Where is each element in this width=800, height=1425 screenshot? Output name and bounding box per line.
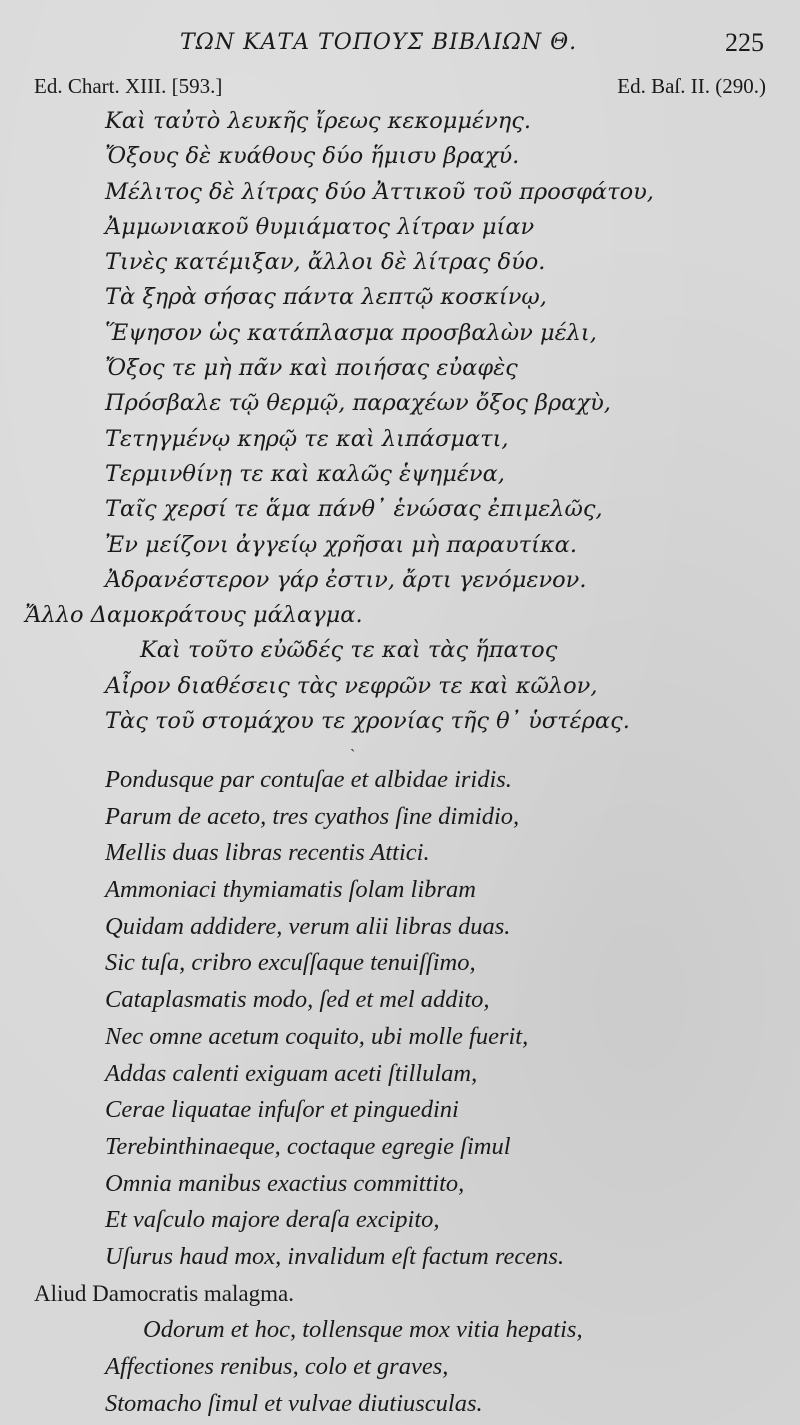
greek-line: Τινὲς κατέμιξαν, ἄλλοι δὲ λίτρας δύο.: [105, 249, 546, 276]
greek-line: Ταῖς χερσί τε ἅμα πάνθ᾽ ἑνώσας ἐπιμελῶς,: [105, 496, 603, 523]
latin-line: Affectiones renibus, colo et graves,: [105, 1353, 449, 1380]
latin-line: Omnia manibus exactius committito,: [105, 1169, 465, 1197]
page-number: 225: [725, 28, 764, 57]
latin-section-heading: Aliud Damocratis malagma.: [34, 1280, 294, 1306]
greek-line: Ὄξους δὲ κυάθους δύο ἥμισυ βραχύ.: [105, 143, 520, 170]
edition-reference-chartier: Ed. Chart. XIII. [593.]: [34, 74, 223, 98]
latin-line: Uſurus haud mox, invalidum eſt factum recens.: [105, 1242, 565, 1270]
latin-line: Quidam addidere, verum alii libras duas.: [105, 912, 511, 940]
greek-line: Τετηγμένῳ κηρῷ τε καὶ λιπάσματι,: [105, 425, 509, 452]
greek-section-heading: Ἄλλο Δαμοκράτους μάλαγμα.: [25, 602, 363, 629]
latin-line: Addas calenti exiguam aceti ſtillulam,: [105, 1059, 478, 1087]
latin-line: Et vaſculo majore deraſa excipito,: [105, 1206, 440, 1234]
greek-line: Πρόσβαλε τῷ θερμῷ, παραχέων ὄξος βραχὺ,: [105, 390, 611, 417]
section-ornament: ˴: [350, 738, 356, 757]
edition-reference-basel: Ed. Baſ. II. (290.): [617, 74, 766, 98]
latin-line: Mellis duas libras recentis Attici.: [105, 839, 430, 867]
latin-verse-block: [0, 762, 800, 1422]
greek-line: Ἕψησον ὡς κατάπλασμα προσβαλὼν μέλι,: [105, 319, 597, 346]
edition-references: [0, 74, 800, 104]
latin-line: Terebinthinaeque, coctaque egregie ſimul: [105, 1132, 511, 1160]
running-head: [0, 28, 800, 62]
latin-line: Stomacho ſimul et vulvae diutiusculas.: [105, 1389, 483, 1417]
latin-line: Cataplasmatis modo, ſed et mel addito,: [105, 986, 490, 1014]
latin-line: Cerae liquatae infuſor et pinguedini: [105, 1096, 459, 1124]
latin-line: Parum de aceto, tres cyathos ſine dimidio,: [105, 802, 520, 830]
latin-line: Pondusque par contuſae et albidae iridis.: [105, 766, 512, 793]
greek-line: Καὶ ταὐτὸ λευκῆς ἴρεως κεκομμένης.: [105, 108, 532, 134]
latin-line: Odorum et hoc, tollensque mox vitia hepatis,: [143, 1316, 583, 1344]
running-title: ΤΩΝ ΚΑΤΑ ΤΟΠΟΥΣ ΒΙΒΛΙΩΝ Θ.: [180, 30, 578, 55]
greek-line: Καὶ τοῦτο εὐῶδές τε καὶ τὰς ἥπατος: [140, 637, 558, 664]
greek-verse-block: [0, 104, 800, 739]
greek-line: Ἐν μείζονι ἀγγείῳ χρῆσαι μὴ παραυτίκα.: [105, 531, 577, 558]
greek-line: Ἀδρανέστερον γάρ ἐστιν, ἄρτι γενόμενον.: [105, 566, 587, 593]
latin-line: Ammoniaci thymiamatis ſolam libram: [105, 876, 476, 904]
greek-line: Ἀμμωνιακοῦ θυμιάματος λίτραν μίαν: [105, 213, 535, 240]
greek-line: Μέλιτος δὲ λίτρας δύο Ἀττικοῦ τοῦ προσφάτου,: [105, 178, 654, 205]
greek-line: Αἶρον διαθέσεις τὰς νεφρῶν τε καὶ κῶλον,: [105, 672, 598, 699]
greek-line: Τερμινθίνῃ τε καὶ καλῶς ἑψημένα,: [105, 460, 505, 487]
greek-line: Τὰς τοῦ στομάχου τε χρονίας τῆς θ᾽ ὑστέρας.: [105, 708, 630, 735]
latin-line: Nec omne acetum coquito, ubi molle fuerit,: [105, 1022, 529, 1050]
greek-line: Ὄξος τε μὴ πᾶν καὶ ποιήσας εὐαφὲς: [105, 355, 518, 382]
greek-line: Τὰ ξηρὰ σήσας πάντα λεπτῷ κοσκίνῳ,: [105, 284, 547, 311]
latin-line: Sic tuſa, cribro excuſſaque tenuiſſimo,: [105, 949, 476, 977]
